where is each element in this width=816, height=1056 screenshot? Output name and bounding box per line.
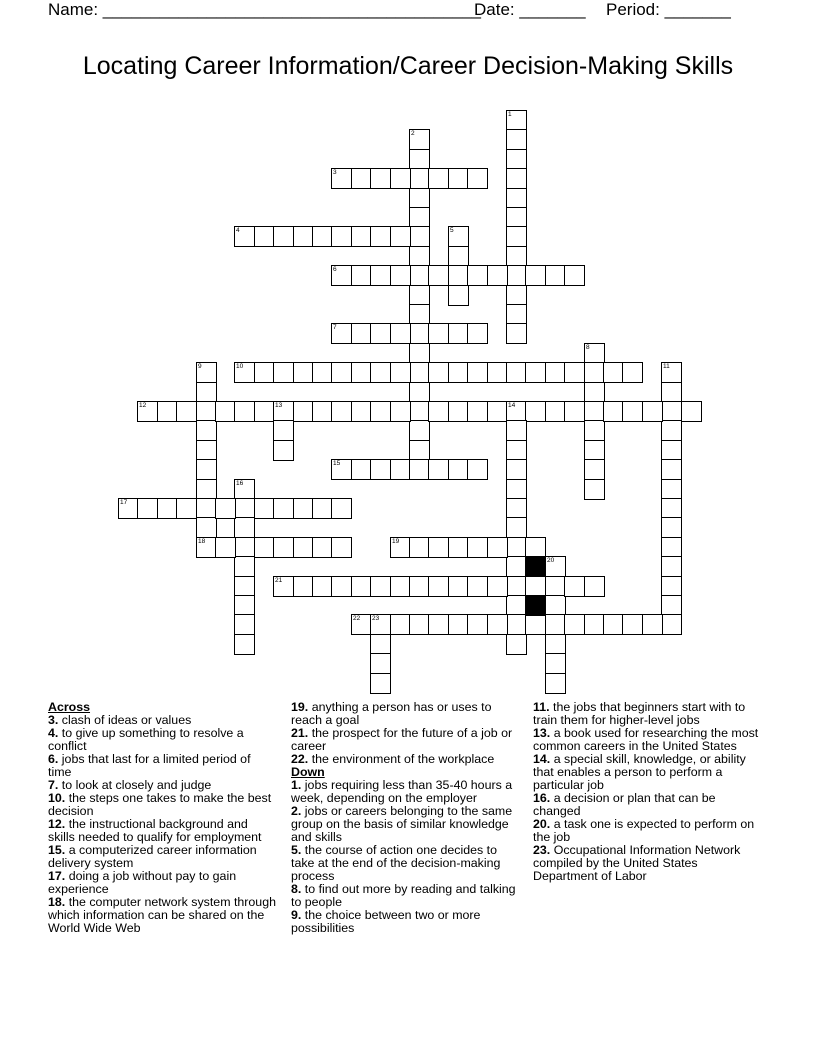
grid-cell[interactable]	[603, 401, 624, 422]
grid-cell[interactable]	[661, 498, 682, 519]
grid-cell[interactable]	[312, 576, 333, 597]
grid-cell[interactable]	[506, 207, 527, 228]
clue-item: 2. jobs or careers belonging to the same group on the basis of similar knowledge and skills	[291, 804, 513, 844]
clue-item: 6. jobs that last for a limited period of time	[48, 752, 251, 779]
grid-cell[interactable]	[409, 207, 430, 228]
grid-cell[interactable]	[331, 401, 352, 422]
clues-column-1	[48, 701, 276, 935]
clue-number: 17	[120, 499, 128, 506]
clue-number: 13	[275, 402, 283, 409]
grid-cell[interactable]	[293, 401, 314, 422]
grid-cell[interactable]	[448, 401, 469, 422]
clue-item: 8. to find out more by reading and talking to people	[291, 882, 516, 909]
grid-cell[interactable]	[564, 401, 585, 422]
grid-cell[interactable]	[409, 246, 430, 267]
grid-cell[interactable]	[331, 459, 352, 480]
grid-cell[interactable]	[448, 323, 469, 344]
grid-cell[interactable]	[196, 382, 217, 403]
clue-item: 14. a special skill, knowledge, or ability that enables a person to perform a particular job	[533, 752, 746, 792]
grid-cell[interactable]	[506, 595, 527, 616]
grid-cell[interactable]	[234, 614, 255, 635]
grid-cell[interactable]	[545, 576, 566, 597]
clue-number: 14	[508, 402, 516, 409]
grid-cell[interactable]	[234, 226, 255, 247]
page-title: Locating Career Information/Career Decision-Making Skills	[82, 52, 734, 80]
grid-cell[interactable]	[234, 595, 255, 616]
across-heading: Across	[48, 700, 91, 714]
grid-cell[interactable]	[545, 556, 566, 577]
grid-cell[interactable]	[273, 226, 294, 247]
clue-number: 18	[198, 538, 206, 545]
clues-column-2	[291, 701, 517, 935]
grid-cell[interactable]	[196, 479, 217, 500]
clue-item: 17. doing a job without pay to gain experience	[48, 869, 237, 896]
grid-cell[interactable]	[390, 537, 411, 558]
grid-cell[interactable]	[467, 576, 488, 597]
grid-cell[interactable]	[622, 614, 643, 635]
grid-cell[interactable]	[137, 498, 158, 519]
grid-cell[interactable]	[448, 265, 469, 286]
clue-number: 12	[139, 402, 147, 409]
clue-item: 7. to look at closely and judge	[48, 778, 212, 792]
grid-cell[interactable]	[312, 362, 333, 383]
grid-cell[interactable]	[584, 576, 605, 597]
grid-cell[interactable]	[428, 614, 449, 635]
grid-cell[interactable]	[545, 595, 566, 616]
grid-cell[interactable]	[331, 265, 352, 286]
grid-cell[interactable]	[506, 246, 527, 267]
grid-cell[interactable]	[545, 653, 566, 674]
grid-cell[interactable]	[370, 459, 391, 480]
grid-cell[interactable]	[293, 498, 314, 519]
grid-cell[interactable]	[506, 304, 527, 325]
grid-cell[interactable]	[312, 498, 333, 519]
grid-cell[interactable]	[661, 614, 682, 635]
clue-number: 8	[586, 344, 590, 351]
grid-cell[interactable]	[234, 576, 255, 597]
clue-number: 23	[372, 615, 380, 622]
clue-number: 11	[663, 363, 670, 370]
grid-cell[interactable]	[234, 556, 255, 577]
grid-cell[interactable]	[564, 362, 585, 383]
grid-cell[interactable]	[409, 188, 430, 209]
grid-cell[interactable]	[525, 537, 546, 558]
clue-number: 20	[547, 557, 555, 564]
grid-cell[interactable]	[409, 343, 430, 364]
grid-cell[interactable]	[467, 614, 488, 635]
grid-cell[interactable]	[273, 498, 294, 519]
grid-cell[interactable]	[390, 323, 411, 344]
clue-item: 10. the steps one takes to make the best decision	[48, 791, 272, 818]
grid-cell[interactable]	[506, 614, 527, 635]
grid-cell[interactable]	[409, 285, 430, 306]
grid-cell[interactable]	[525, 576, 546, 597]
grid-cell[interactable]	[370, 634, 391, 655]
grid-cell[interactable]	[525, 614, 546, 635]
grid-cell[interactable]	[525, 265, 546, 286]
clue-number: 9	[198, 363, 202, 370]
grid-cell[interactable]	[351, 323, 372, 344]
grid-cell[interactable]	[506, 498, 527, 519]
grid-cell[interactable]	[215, 537, 236, 558]
grid-cell[interactable]	[390, 168, 411, 189]
grid-cell[interactable]	[351, 265, 372, 286]
grid-cell[interactable]	[234, 362, 255, 383]
grid-cell[interactable]	[603, 614, 624, 635]
clue-item: 20. a task one is expected to perform on the job	[533, 817, 755, 844]
grid-cell[interactable]	[506, 556, 527, 577]
grid-cell[interactable]	[273, 362, 294, 383]
grid-cell[interactable]	[331, 576, 352, 597]
across-clues-part1	[48, 714, 276, 935]
clues-column-3	[533, 701, 765, 883]
grid-cell[interactable]	[196, 498, 217, 519]
grid-cell[interactable]	[448, 537, 469, 558]
clue-number: 19	[392, 538, 400, 545]
clue-item: 13. a book used for researching the most common careers in the United States	[533, 726, 759, 753]
grid-cell[interactable]	[215, 401, 236, 422]
clue-item: 16. a decision or plan that can be changed	[533, 791, 716, 818]
grid-cell[interactable]	[506, 285, 527, 306]
grid-cell[interactable]	[409, 537, 430, 558]
grid-cell[interactable]	[370, 576, 391, 597]
grid-cell[interactable]	[312, 401, 333, 422]
grid-cell[interactable]	[312, 226, 333, 247]
clue-number: 3	[333, 169, 337, 176]
grid-cell[interactable]	[622, 362, 643, 383]
grid-cell[interactable]	[448, 168, 469, 189]
grid-cell[interactable]	[661, 537, 682, 558]
grid-cell[interactable]	[506, 188, 527, 209]
grid-cell[interactable]	[273, 576, 294, 597]
grid-cell[interactable]	[409, 265, 430, 286]
grid-cell[interactable]	[370, 226, 391, 247]
grid-cell[interactable]	[409, 168, 430, 189]
grid-cell[interactable]	[506, 517, 527, 538]
grid-cell[interactable]	[409, 382, 430, 403]
grid-cell[interactable]	[661, 362, 682, 383]
grid-cell[interactable]	[661, 517, 682, 538]
grid-cell[interactable]	[409, 614, 430, 635]
grid-cell[interactable]	[409, 226, 430, 247]
grid-cell[interactable]	[215, 498, 236, 519]
clue-number: 6	[333, 266, 337, 273]
clue-item: 11. the jobs that beginners start with to train them for higher-level jobs	[533, 700, 746, 727]
grid-cell[interactable]	[390, 614, 411, 635]
grid-cell[interactable]	[584, 362, 605, 383]
grid-cell[interactable]	[487, 576, 508, 597]
grid-cell[interactable]	[467, 401, 488, 422]
clue-item: 18. the computer network system through which information can be shared on the World Wide Web	[48, 895, 276, 935]
clue-item: 15. a computerized career information delivery system	[48, 843, 257, 870]
grid-cell[interactable]	[293, 362, 314, 383]
grid-cell[interactable]	[661, 556, 682, 577]
clue-item: 22. the environment of the workplace	[291, 752, 495, 766]
grid-cell[interactable]	[467, 459, 488, 480]
clue-number: 21	[275, 577, 283, 584]
grid-cell[interactable]	[390, 265, 411, 286]
blocked-cell	[525, 595, 546, 616]
clue-number: 16	[236, 480, 244, 487]
clue-item: 21. the prospect for the future of a job or career	[291, 726, 513, 753]
grid-cell[interactable]	[331, 537, 352, 558]
grid-cell[interactable]	[370, 401, 391, 422]
down-heading: Down	[291, 765, 325, 779]
grid-cell[interactable]	[370, 614, 391, 635]
grid-cell[interactable]	[390, 459, 411, 480]
grid-cell[interactable]	[506, 226, 527, 247]
grid-cell[interactable]	[254, 401, 275, 422]
grid-cell[interactable]	[293, 226, 314, 247]
clue-item: 23. Occupational Information Network compiled by the United States Department of Labor	[533, 843, 741, 883]
grid-cell[interactable]	[196, 440, 217, 461]
grid-cell[interactable]	[584, 382, 605, 403]
grid-cell[interactable]	[196, 362, 217, 383]
grid-cell[interactable]	[370, 362, 391, 383]
grid-cell[interactable]	[409, 323, 430, 344]
grid-cell[interactable]	[487, 362, 508, 383]
grid-cell[interactable]	[196, 459, 217, 480]
grid-cell[interactable]	[506, 479, 527, 500]
grid-cell[interactable]	[370, 673, 391, 694]
grid-cell[interactable]	[506, 149, 527, 170]
grid-cell[interactable]	[409, 129, 430, 150]
clue-item: 3. clash of ideas or values	[48, 713, 192, 727]
grid-cell[interactable]	[351, 362, 372, 383]
grid-cell[interactable]	[448, 576, 469, 597]
grid-cell[interactable]	[428, 265, 449, 286]
date-field-label: Date: _______	[474, 0, 586, 19]
grid-cell[interactable]	[428, 168, 449, 189]
grid-cell[interactable]	[273, 440, 294, 461]
clue-item: 9. the choice between two or more possibilities	[291, 908, 481, 935]
grid-cell[interactable]	[487, 265, 508, 286]
grid-cell[interactable]	[409, 459, 430, 480]
grid-cell[interactable]	[331, 362, 352, 383]
clue-item: 12. the instructional background and skills needed to qualify for employment	[48, 817, 262, 844]
grid-cell[interactable]	[564, 614, 585, 635]
grid-cell[interactable]	[506, 401, 527, 422]
grid-cell[interactable]	[584, 614, 605, 635]
grid-cell[interactable]	[506, 420, 527, 441]
grid-cell[interactable]	[584, 343, 605, 364]
grid-cell[interactable]	[584, 459, 605, 480]
grid-cell[interactable]	[448, 614, 469, 635]
grid-cell[interactable]	[525, 401, 546, 422]
grid-cell[interactable]	[331, 168, 352, 189]
grid-cell[interactable]	[448, 285, 469, 306]
grid-cell[interactable]	[584, 479, 605, 500]
blocked-cell	[525, 556, 546, 577]
grid-cell[interactable]	[642, 401, 663, 422]
grid-cell[interactable]	[351, 576, 372, 597]
grid-cell[interactable]	[254, 226, 275, 247]
grid-cell[interactable]	[293, 576, 314, 597]
grid-cell[interactable]	[370, 168, 391, 189]
grid-cell[interactable]	[545, 634, 566, 655]
grid-cell[interactable]	[525, 362, 546, 383]
grid-cell[interactable]	[409, 149, 430, 170]
grid-cell[interactable]	[254, 537, 275, 558]
grid-cell[interactable]	[234, 517, 255, 538]
grid-cell[interactable]	[661, 401, 682, 422]
grid-cell[interactable]	[196, 401, 217, 422]
grid-cell[interactable]	[196, 517, 217, 538]
clue-number: 2	[411, 130, 415, 137]
grid-cell[interactable]	[506, 168, 527, 189]
grid-cell[interactable]	[331, 323, 352, 344]
grid-cell[interactable]	[234, 401, 255, 422]
grid-cell[interactable]	[409, 401, 430, 422]
clue-item: 1. jobs requiring less than 35-40 hours a week, depending on the employer	[291, 778, 513, 805]
grid-cell[interactable]	[545, 265, 566, 286]
grid-cell[interactable]	[370, 653, 391, 674]
grid-cell[interactable]	[273, 537, 294, 558]
grid-cell[interactable]	[390, 576, 411, 597]
grid-cell[interactable]	[234, 537, 255, 558]
grid-cell[interactable]	[409, 576, 430, 597]
grid-cell[interactable]	[545, 673, 566, 694]
grid-cell[interactable]	[196, 537, 217, 558]
grid-cell[interactable]	[409, 362, 430, 383]
grid-cell[interactable]	[467, 323, 488, 344]
grid-cell[interactable]	[409, 440, 430, 461]
clue-number: 15	[333, 460, 341, 467]
period-field-label: Period: _______	[606, 0, 731, 19]
name-field-label: Name: ________________________________________	[48, 0, 481, 19]
grid-cell[interactable]	[157, 498, 178, 519]
grid-cell[interactable]	[506, 440, 527, 461]
grid-cell[interactable]	[390, 226, 411, 247]
grid-cell[interactable]	[506, 323, 527, 344]
grid-cell[interactable]	[273, 420, 294, 441]
grid-cell[interactable]	[467, 537, 488, 558]
grid-cell[interactable]	[661, 479, 682, 500]
clue-number: 4	[236, 227, 240, 234]
grid-cell[interactable]	[351, 226, 372, 247]
grid-cell[interactable]	[506, 537, 527, 558]
grid-cell[interactable]	[428, 323, 449, 344]
clue-item: 5. the course of action one decides to take at the end of the decision-making process	[291, 843, 501, 883]
grid-cell[interactable]	[642, 614, 663, 635]
grid-cell[interactable]	[564, 576, 585, 597]
grid-cell[interactable]	[448, 246, 469, 267]
grid-cell[interactable]	[467, 168, 488, 189]
grid-cell[interactable]	[584, 401, 605, 422]
grid-cell[interactable]	[448, 459, 469, 480]
grid-cell[interactable]	[196, 420, 217, 441]
clue-number: 22	[353, 615, 361, 622]
grid-cell[interactable]	[273, 401, 294, 422]
grid-cell[interactable]	[370, 323, 391, 344]
grid-cell[interactable]	[118, 498, 139, 519]
grid-cell[interactable]	[564, 265, 585, 286]
grid-cell[interactable]	[661, 459, 682, 480]
grid-cell[interactable]	[506, 459, 527, 480]
grid-cell[interactable]	[331, 226, 352, 247]
grid-cell[interactable]	[584, 440, 605, 461]
grid-cell[interactable]	[254, 498, 275, 519]
grid-cell[interactable]	[487, 537, 508, 558]
grid-cell[interactable]	[661, 576, 682, 597]
grid-cell[interactable]	[428, 401, 449, 422]
grid-cell[interactable]	[312, 537, 333, 558]
grid-cell[interactable]	[681, 401, 702, 422]
grid-cell[interactable]	[448, 362, 469, 383]
grid-cell[interactable]	[428, 576, 449, 597]
grid-cell[interactable]	[351, 168, 372, 189]
grid-cell[interactable]	[506, 129, 527, 150]
grid-cell[interactable]	[448, 226, 469, 247]
grid-cell[interactable]	[370, 265, 391, 286]
grid-cell[interactable]	[506, 265, 527, 286]
clue-number: 5	[450, 227, 454, 234]
grid-cell[interactable]	[390, 362, 411, 383]
clue-number: 10	[236, 363, 244, 370]
grid-cell[interactable]	[176, 401, 197, 422]
grid-cell[interactable]	[351, 614, 372, 635]
grid-cell[interactable]	[661, 382, 682, 403]
grid-cell[interactable]	[487, 614, 508, 635]
grid-cell[interactable]	[603, 362, 624, 383]
grid-cell[interactable]	[234, 634, 255, 655]
grid-cell[interactable]	[661, 420, 682, 441]
grid-cell[interactable]	[157, 401, 178, 422]
grid-cell[interactable]	[390, 401, 411, 422]
grid-cell[interactable]	[487, 401, 508, 422]
grid-cell[interactable]	[137, 401, 158, 422]
grid-cell[interactable]	[234, 498, 255, 519]
grid-cell[interactable]	[506, 576, 527, 597]
grid-cell[interactable]	[467, 265, 488, 286]
grid-cell[interactable]	[234, 479, 255, 500]
clue-item: 19. anything a person has or uses to reach a goal	[291, 700, 492, 727]
grid-cell[interactable]	[506, 362, 527, 383]
grid-cell[interactable]	[584, 420, 605, 441]
grid-cell[interactable]	[428, 459, 449, 480]
grid-cell[interactable]	[176, 498, 197, 519]
grid-cell[interactable]	[506, 634, 527, 655]
grid-cell[interactable]	[293, 537, 314, 558]
clue-item: 4. to give up something to resolve a conflict	[48, 726, 244, 753]
grid-cell[interactable]	[428, 362, 449, 383]
grid-cell[interactable]	[409, 420, 430, 441]
clue-number: 1	[508, 111, 512, 118]
grid-cell[interactable]	[661, 595, 682, 616]
grid-cell[interactable]	[331, 498, 352, 519]
grid-cell[interactable]	[545, 401, 566, 422]
grid-cell[interactable]	[351, 459, 372, 480]
grid-cell[interactable]	[467, 362, 488, 383]
grid-cell[interactable]	[622, 401, 643, 422]
grid-cell[interactable]	[254, 362, 275, 383]
grid-cell[interactable]	[506, 110, 527, 131]
clue-number: 7	[333, 324, 337, 331]
grid-cell[interactable]	[409, 304, 430, 325]
grid-cell[interactable]	[351, 401, 372, 422]
grid-cell[interactable]	[545, 614, 566, 635]
grid-cell[interactable]	[661, 440, 682, 461]
grid-cell[interactable]	[545, 362, 566, 383]
grid-cell[interactable]	[428, 537, 449, 558]
